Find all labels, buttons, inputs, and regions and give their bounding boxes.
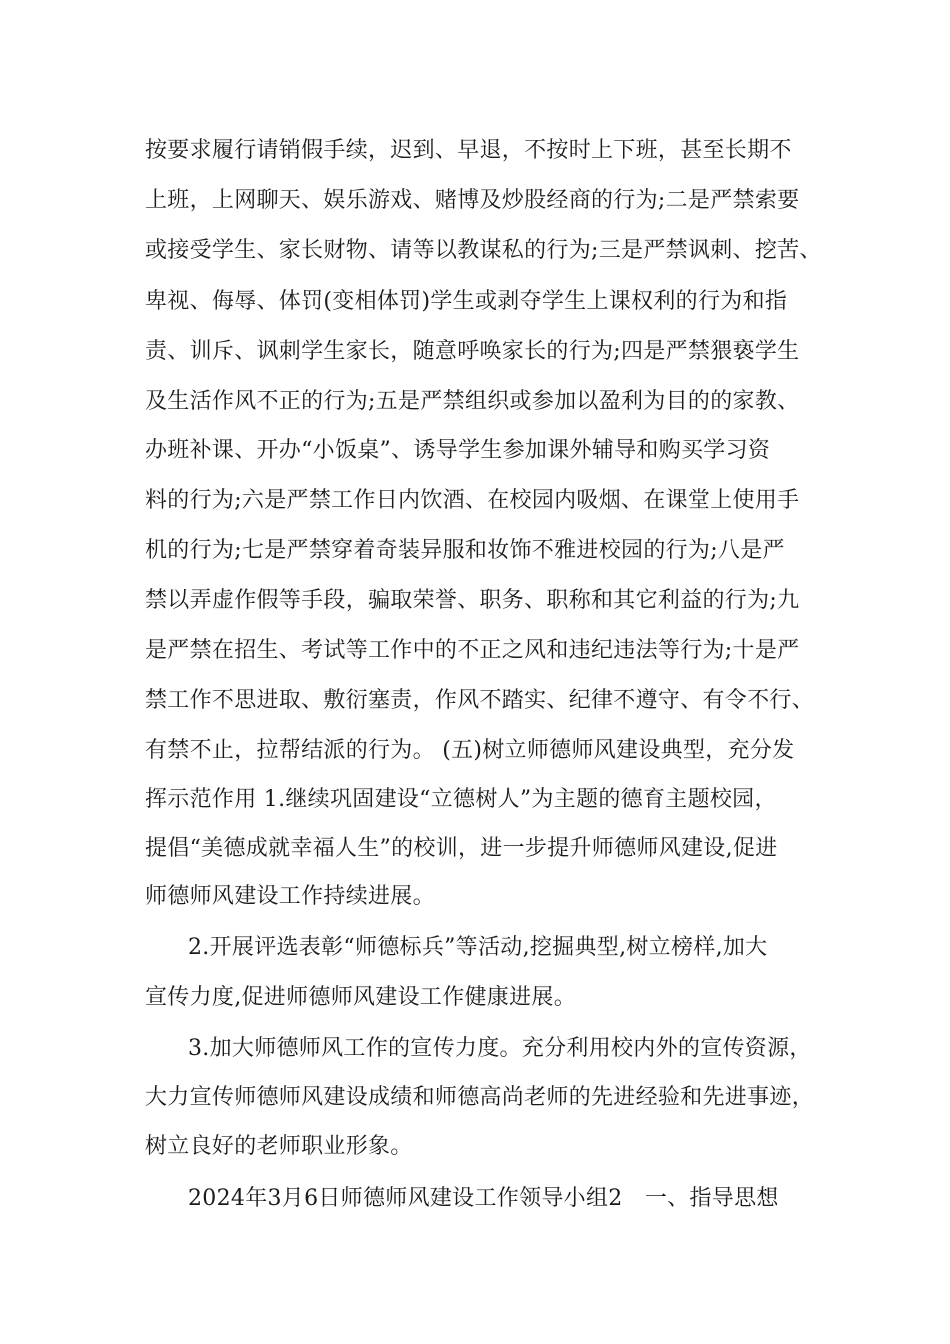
text-line: 提倡“美德成就幸福人生”的校训，进一步提升师德师风建设,促进 [145, 836, 778, 861]
text-line: 禁工作不思进取、敷衍塞责，作风不踏实、纪律不遵守、有令不行、 [145, 688, 815, 713]
text-line: 是严禁在招生、考试等工作中的不正之风和违纪违法等行为;十是严 [145, 638, 800, 663]
text-line: 大力宣传师德师风建设成绩和师德高尚老师的先进经验和先进事迹， [145, 1085, 815, 1110]
text-line: 上班，上网聊天、娱乐游戏、赌博及炒股经商的行为;二是严禁索要 [145, 188, 800, 213]
text-line: 责、训斥、讽刺学生家长，随意呼唤家长的行为;四是严禁猥亵学生 [145, 339, 800, 364]
date-signature-line: 2024年3月6日师德师风建设工作领导小组2 一、指导思想 [188, 1186, 779, 1211]
text-line: 或接受学生、家长财物、请等以教谋私的行为;三是严禁讽刺、挖苦、 [145, 238, 822, 263]
text-line: 料的行为;六是严禁工作日内饮酒、在校园内吸烟、在课堂上使用手 [145, 488, 800, 513]
text-line: 挥示范作用 1.继续巩固建设“立德树人”为主题的德育主题校园， [145, 787, 777, 812]
text-line: 树立良好的老师职业形象。 [145, 1134, 413, 1159]
text-line: 及生活作风不正的行为;五是严禁组织或参加以盈利为目的的家教、 [145, 389, 800, 414]
paragraph-2-line: 2.开展评选表彰“师德标兵”等活动,挖掘典型,树立榜样,加大 [188, 935, 768, 960]
text-line: 师德师风建设工作持续进展。 [145, 884, 435, 909]
text-line: 禁以弄虚作假等手段，骗取荣誉、职务、职称和其它利益的行为;九 [145, 588, 800, 613]
text-line: 办班补课、开办“小饭桌”、诱导学生参加课外辅导和购买学习资 [145, 438, 771, 463]
text-line: 卑视、侮辱、体罚(变相体罚)学生或剥夺学生上课权利的行为和指 [145, 289, 788, 314]
text-line: 机的行为;七是严禁穿着奇装异服和妆饰不雅进校园的行为;八是严 [145, 538, 785, 563]
text-line: 按要求履行请销假手续，迟到、早退，不按时上下班，甚至长期不 [145, 138, 792, 163]
text-line: 有禁不止，拉帮结派的行为。 (五)树立师德师风建设典型，充分发 [145, 738, 795, 763]
text-line: 宣传力度,促进师德师风建设工作健康进展。 [145, 985, 576, 1010]
paragraph-3-line: 3.加大师德师风工作的宣传力度。充分利用校内外的宣传资源， [188, 1036, 812, 1061]
